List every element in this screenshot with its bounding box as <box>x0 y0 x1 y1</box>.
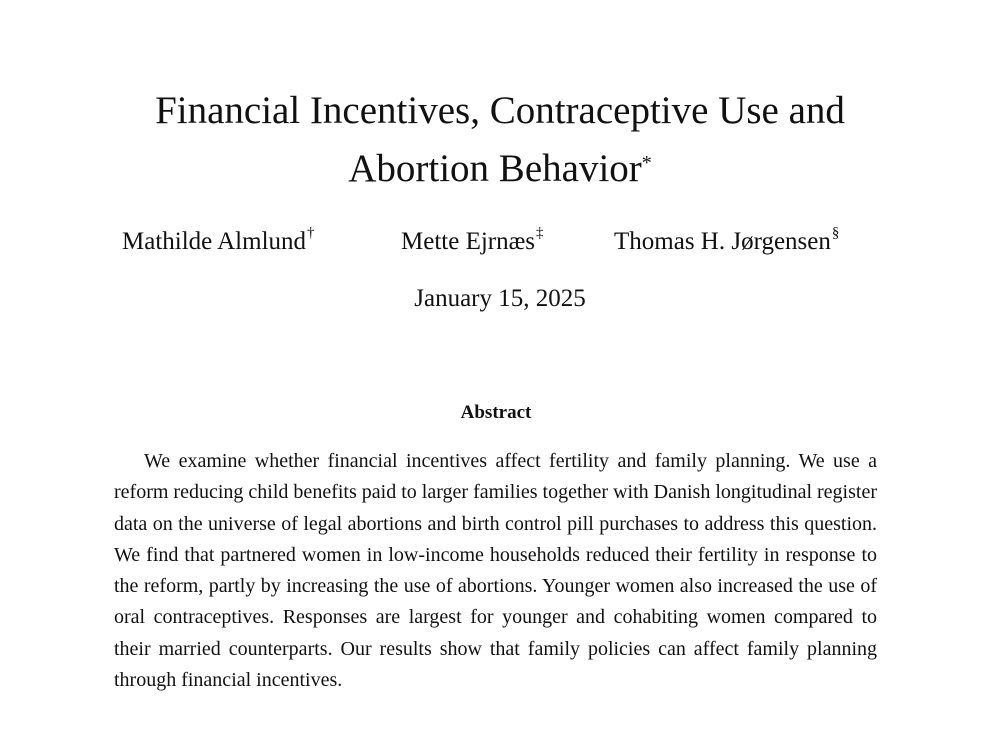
title-footnote-mark: * <box>641 152 652 174</box>
author-3 <box>614 225 840 256</box>
author-1 <box>122 225 315 256</box>
author-footnote-mark: § <box>831 225 840 241</box>
author-2 <box>401 225 544 256</box>
paper-title <box>80 82 920 198</box>
abstract-body: We examine whether financial incentives affect fertility and family planning. We use a reform reducing child benefits paid to larger families together with Danish longitudinal register data on the universe of legal abortions and birth control pill purchases to address this question. We find that partnered women in low-income households reduced their fertility in response to the reform, partly by increasing the use of abortions. Younger women also increased the use of oral contraceptives. Responses are largest for younger and cohabiting women compared to their married counterparts. Our results show that family policies can affect family planning through financial incentives. <box>114 450 877 692</box>
author-footnote-mark: ‡ <box>536 225 544 241</box>
title-line-2: Abortion Behavior <box>348 147 642 190</box>
author-name: Thomas H. Jørgensen <box>614 228 831 255</box>
author-footnote-mark: † <box>307 225 315 241</box>
author-name: Mathilde Almlund <box>122 228 307 255</box>
publication-date: January 15, 2025 <box>414 285 586 312</box>
author-name: Mette Ejrnæs <box>401 228 536 255</box>
abstract-heading: Abstract <box>460 402 532 423</box>
title-line-1: Financial Incentives, Contraceptive Use and <box>155 89 845 132</box>
